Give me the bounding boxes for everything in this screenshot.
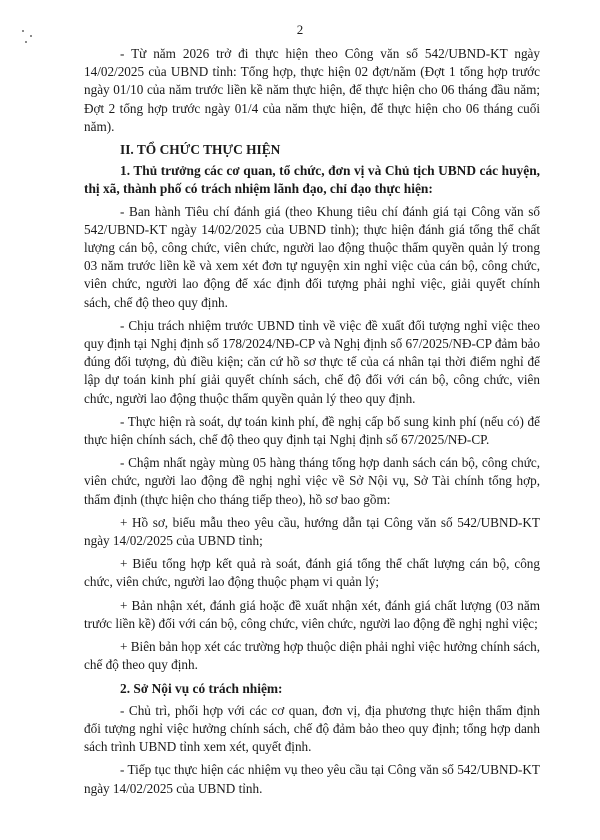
paragraph-meeting-minutes: + Biên bản họp xét các trường hợp thuộc diện phải nghỉ việc hưởng chính sách, chế độ theo quy định. <box>84 639 540 673</box>
document-body <box>84 45 540 803</box>
section-heading-organization: II. TỔ CHỨC THỰC HIỆN <box>120 142 281 158</box>
paragraph-monthly-report: - Chậm nhất ngày mùng 05 hàng tháng tổng hợp danh sách cán bộ, công chức, viên chức, người lao động đề nghị nghỉ việc về Sở Nội vụ, Sở Tài chính tổng hợp, thẩm định (thực hiện cho tháng tiếp theo), hồ sơ bao gồm: <box>84 455 540 507</box>
paragraph-schedule-2026: - Từ năm 2026 trở đi thực hiện theo Công văn số 542/UBND-KT ngày 14/02/2025 của UBND tỉnh: Tổng hợp, thực hiện 02 đợt/năm (Đợt 1 tổng hợp trước ngày 01/10 của năm trước liền kề năm thực hiện, để thực hiện cho 06 tháng đầu năm; Đợt 2 tổng hợp trước ngày 01/4 của năm thực hiện, để thực hiện cho 06 tháng cuối năm). <box>84 46 540 134</box>
paragraph-criteria: - Ban hành Tiêu chí đánh giá (theo Khung tiêu chí đánh giá tại Công văn số 542/UBND-KT ngày 14/02/2025 của UBND tỉnh); thực hiện đánh giá tổng thể chất lượng cán bộ, công chức, viên chức, người lao động thuộc thẩm quyền quản lý trong 03 năm trước liền kề và xem xét đơn tự nguyện xin nghỉ việc của cán bộ, công chức, viên chức, người lao động để xác định đối tượng phải nghỉ việc, giải quyết chính sách, chế độ theo quy định. <box>84 203 540 310</box>
paragraph-summary-table: + Biểu tổng hợp kết quả rà soát, đánh giá tổng thể chất lượng cán bộ, công chức, viên chức, người lao động thuộc phạm vi quản lý; <box>84 556 540 590</box>
paragraph-budget-review: - Thực hiện rà soát, dự toán kinh phí, đề nghị cấp bổ sung kinh phí (nếu có) để thực hiện chính sách, chế độ theo quy định tại Nghị định số 67/2025/NĐ-CP. <box>84 413 540 448</box>
subheading-agency-heads: 1. Thủ trưởng các cơ quan, tổ chức, đơn vị và Chủ tịch UBND các huyện, thị xã, thành phố có trách nhiệm lãnh đạo, chỉ đạo thực hiện: <box>84 163 540 197</box>
page-number: 2 <box>296 22 304 37</box>
subheading-home-affairs: 2. Sở Nội vụ có trách nhiệm: <box>120 680 283 696</box>
paragraph-evaluation: + Bản nhận xét, đánh giá hoặc đề xuất nhận xét, đánh giá chất lượng (03 năm trước liền kề) đối với cán bộ, công chức, viên chức, người lao động đề nghị nghỉ việc; <box>84 597 540 631</box>
paragraph-appraisal: - Chủ trì, phối hợp với các cơ quan, đơn vị, địa phương thực hiện thẩm định đối tượng nghỉ việc hưởng chính sách, chế độ đảm bảo theo quy định; tổng hợp danh sách trình UBND tỉnh xem xét, quyết định. <box>84 702 540 755</box>
paragraph-continue-tasks: - Tiếp tục thực hiện các nhiệm vụ theo yêu cầu tại Công văn số 542/UBND-KT ngày 14/02/2025 của UBND tỉnh. <box>84 762 540 796</box>
paragraph-responsibility: - Chịu trách nhiệm trước UBND tỉnh về việc đề xuất đối tượng nghỉ việc theo quy định tại Nghị định số 178/2024/NĐ-CP và Nghị định số 67/2025/NĐ-CP đảm bảo đúng đối tượng, đủ điều kiện; căn cứ hồ sơ thực tế của cá nhân tại thời điểm nghỉ để lập dự toán kinh phí giải quyết chính sách, chế độ đối với cán bộ, công chức, viên chức, người lao động thuộc thẩm quyền quản lý theo quy định. <box>84 317 540 406</box>
paragraph-dossier-forms: + Hồ sơ, biểu mẫu theo yêu cầu, hướng dẫn tại Công văn số 542/UBND-KT ngày 14/02/2025 của UBND tỉnh; <box>84 514 540 549</box>
